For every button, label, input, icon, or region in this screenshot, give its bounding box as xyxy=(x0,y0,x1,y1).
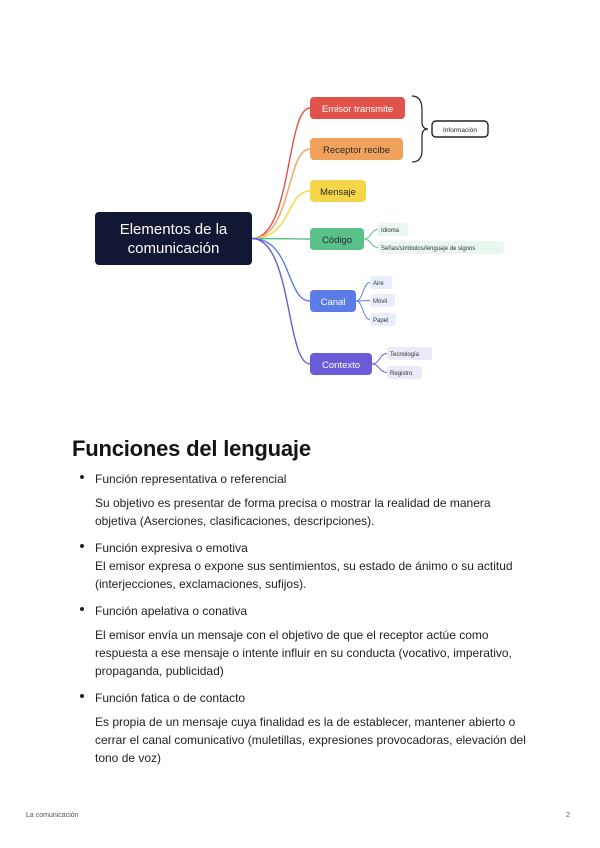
bullet-icon xyxy=(80,475,84,479)
function-description: El emisor expresa o expone sus sentimientos, su estado de ánimo o su actitud (interjecciones, exclamaciones, sufijos). xyxy=(95,559,513,591)
mindmap-child-connector xyxy=(372,364,387,373)
mindmap-root-label: Elementos de la xyxy=(119,221,228,238)
function-description: El emisor envía un mensaje con el objetivo de que el receptor actúe como respuesta a ese mensaje o intente influir en su conducta (vocativo, imperativo, propaganda, publicidad) xyxy=(95,628,512,678)
function-description: Su objetivo es presentar de forma precisa o mostrar la realidad de manera objetiva (Aserciones, clasificaciones, descripciones). xyxy=(95,496,491,528)
mindmap-node-label: Receptor recibe xyxy=(322,145,391,156)
mindmap-child-label: Tecnología xyxy=(390,352,420,358)
mindmap-node-emisor-transmite xyxy=(310,97,405,119)
mind-map xyxy=(0,0,600,400)
mindmap-root-label: comunicación xyxy=(127,240,220,257)
mindmap-node-label: Contexto xyxy=(321,360,361,371)
mindmap-child-papel xyxy=(370,313,396,326)
mindmap-node-receptor-recibe xyxy=(310,138,403,160)
list-item xyxy=(80,689,530,767)
mindmap-child-registro xyxy=(387,366,422,379)
bullet-icon xyxy=(80,607,84,611)
page-number: 2 xyxy=(566,812,570,819)
mindmap-child-senas-simbolos-lenguaje-de-signos xyxy=(378,241,504,254)
information-box xyxy=(432,121,488,137)
mindmap-child-idioma xyxy=(378,223,408,236)
mindmap-node-label: Mensaje xyxy=(320,187,356,198)
bracket-icon xyxy=(412,96,428,162)
mindmap-child-connector xyxy=(356,283,370,302)
mindmap-child-connector xyxy=(356,301,370,302)
functions-list xyxy=(80,470,530,767)
function-description: Es propia de un mensaje cuya finalidad es la de establecer, mantener abierto o cerrar el canal comunicativo (muletillas, expresiones provocadoras, elevación del tono de voz) xyxy=(95,715,526,765)
mindmap-child-label: Registro xyxy=(390,371,413,377)
bullet-icon xyxy=(80,694,84,698)
mindmap-child-label: Aire xyxy=(373,281,384,287)
mindmap-child-label: Señas/símbolos/lenguaje de signos xyxy=(381,246,476,252)
function-title: Función representativa o referencial xyxy=(95,472,287,486)
mindmap-child-label: Papel xyxy=(373,318,389,324)
mindmap-node-label: Canal xyxy=(320,297,346,308)
mindmap-node-contexto xyxy=(310,353,372,375)
mindmap-child-label: Idioma xyxy=(381,228,400,234)
mindmap-child-aire xyxy=(370,276,392,289)
information-label: Información xyxy=(443,127,477,134)
mindmap-connector xyxy=(252,239,310,302)
list-item xyxy=(80,470,530,530)
mindmap-node-canal xyxy=(310,290,356,312)
mindmap-child-tecnologia xyxy=(387,347,432,360)
mindmap-child-connector xyxy=(364,239,378,248)
mindmap-child-connector xyxy=(356,301,370,320)
mindmap-node-mensaje xyxy=(310,180,366,202)
footer-title: La comunicación xyxy=(26,812,79,819)
mindmap-connector xyxy=(252,108,310,239)
list-item xyxy=(80,602,530,680)
list-item xyxy=(80,539,530,593)
section-title: Funciones del lenguaje xyxy=(72,436,311,461)
function-title: Función fatica o de contacto xyxy=(95,691,246,705)
mindmap-root-node xyxy=(95,212,252,265)
mindmap-node-label: Código xyxy=(321,235,353,246)
mindmap-node-label: Emisor transmite xyxy=(321,104,394,115)
mindmap-child-connector xyxy=(364,230,378,240)
mindmap-node-codigo xyxy=(310,228,364,250)
mindmap-child-label: Móvil xyxy=(373,299,388,305)
mindmap-child-connector xyxy=(372,354,387,365)
function-title: Función expresiva o emotiva xyxy=(95,541,248,555)
function-title: Función apelativa o conativa xyxy=(95,604,248,618)
mindmap-child-movil xyxy=(370,294,395,307)
bullet-icon xyxy=(80,544,84,548)
